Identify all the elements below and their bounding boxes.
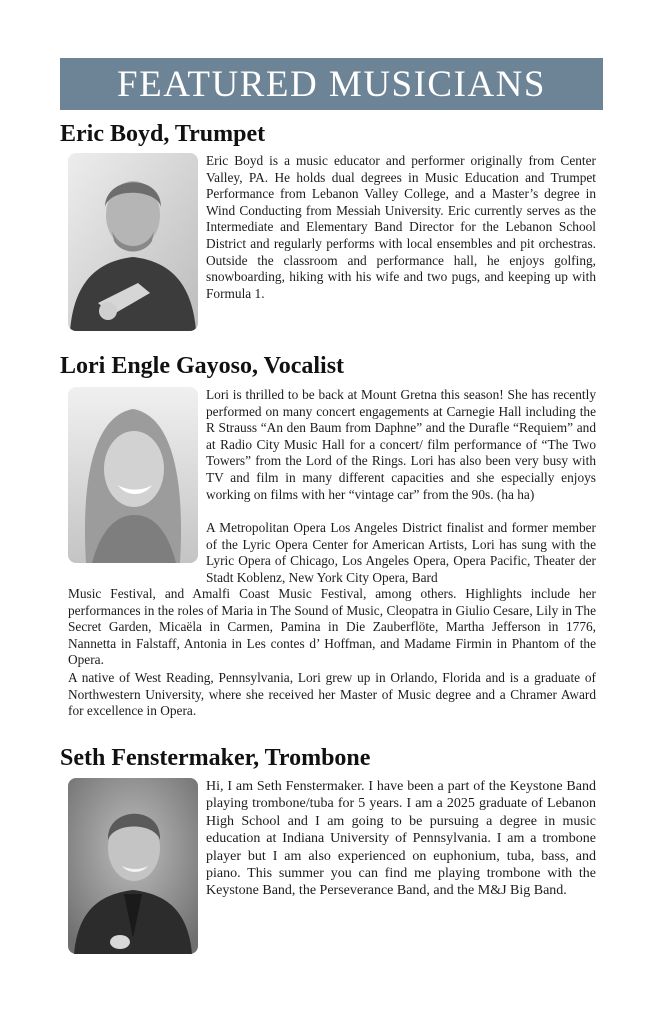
lori-gayoso-photo bbox=[68, 387, 198, 563]
musician-name-seth-fenstermaker: Seth Fenstermaker, Trombone bbox=[60, 745, 371, 771]
seth-fenstermaker-bio: Hi, I am Seth Fenstermaker. I have been a part of the Keystone Band playing trombone/tuba for 5 years. I am a 2025 graduate of Lebanon High School and I am going to be pursuing a degree in music education at Indiana University of Pennsylvania. I am a trombone player but I am also experienced on euphonium, tuba, bass, and piano. This summer you can find me playing trombone with the Keystone Band, the Perseverance Band, and the M&J Big Band. bbox=[206, 779, 596, 899]
page-title: FEATURED MUSICIANS bbox=[117, 63, 546, 105]
seth-fenstermaker-photo bbox=[68, 778, 198, 954]
lori-gayoso-bio-3: Music Festival, and Amalfi Coast Music Festival, among others. Highlights include her performances in the roles of Maria in The Sound of Music, Cleopatra in Giulio Cesare, Lily in The Secret Garden, Micaëla in Carmen, Pamina in Die Zauberflöte, Martha Jefferson in 1776, Nannetta in Falstaff, Antonia in Les contes d’ Hoffman, and Madame Firmin in Phantom of the Opera. bbox=[68, 586, 596, 668]
lori-gayoso-bio-1: Lori is thrilled to be back at Mount Gretna this season! She has recently performed on many concert engagements at Carnegie Hall including the R Strauss “An den Baum from Daphne” and the Durafle “Requiem” and at Radio City Music Hall for a concert/ film performance of “The Two Towers” from the Lord of the Rings. Lori has also been very busy with TV and film in many different capacities and she especially enjoys working on films with her “vintage car” from the 90s. (ha ha) bbox=[206, 387, 596, 502]
page-title-banner bbox=[60, 58, 603, 110]
eric-boyd-photo bbox=[68, 153, 198, 331]
lori-gayoso-bio-2: A Metropolitan Opera Los Angeles District finalist and former member of the Lyric Opera Center for American Artists, Lori has sung with the Lyric Opera of Chicago, Los Angeles Opera, Opera Pacific, Theater der Stadt Koblenz, New York City Opera, Bard bbox=[206, 520, 596, 585]
musician-name-lori-gayoso: Lori Engle Gayoso, Vocalist bbox=[60, 353, 345, 379]
lori-gayoso-bio-4: A native of West Reading, Pennsylvania, Lori grew up in Orlando, Florida and is a graduate of Northwestern University, where she received her Master of Music degree and a Chramer Award for excellence in Opera. bbox=[68, 670, 596, 719]
eric-boyd-bio: Eric Boyd is a music educator and performer originally from Center Valley, PA. He holds dual degrees in Music Education and Trumpet Performance from Lebanon Valley College, and a Master’s degree in Wind Conducting from Messiah University. Eric currently serves as the Intermediate and Elementary Band Director for the Lebanon School District and regularly performs with local ensembles and pit orchestras. Outside the classroom and performance hall, he enjoys golfing, snowboarding, hiking with his wife and two pugs, and keeping up with Formula 1. bbox=[206, 153, 596, 301]
musician-name-eric-boyd: Eric Boyd, Trumpet bbox=[60, 121, 266, 147]
